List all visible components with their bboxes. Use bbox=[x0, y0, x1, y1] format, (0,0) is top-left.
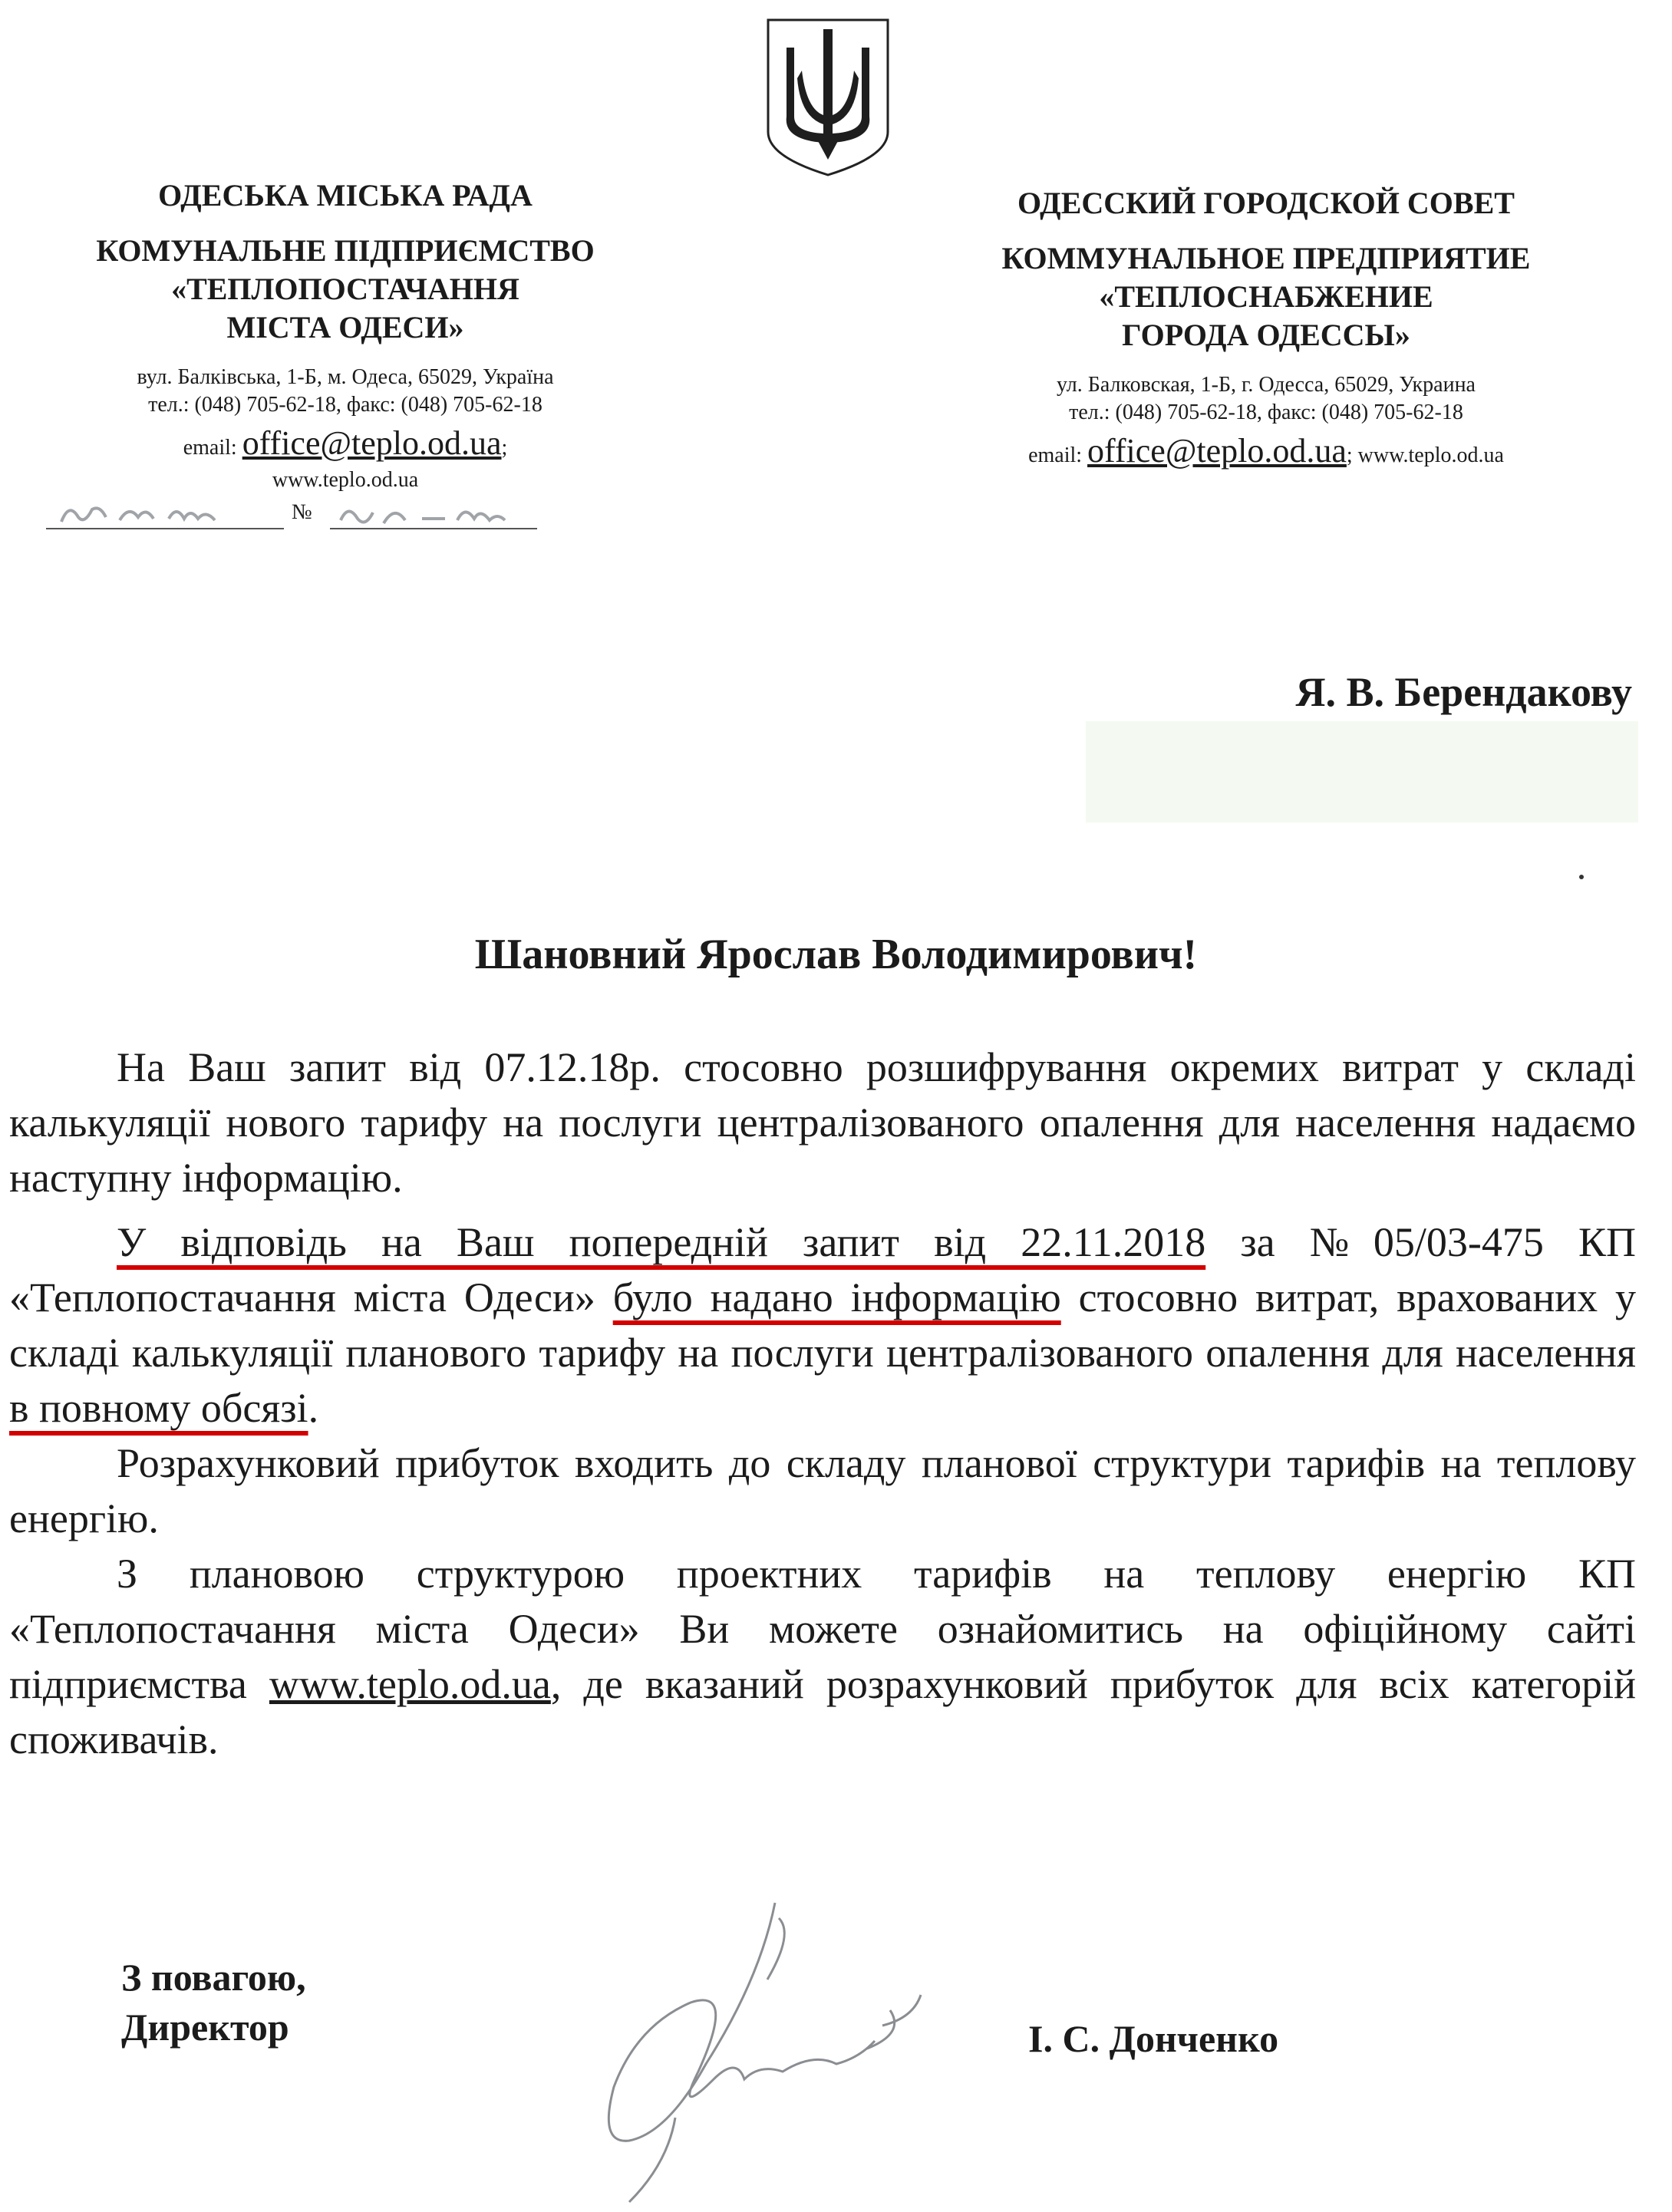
paragraph-profit: Розрахунковий прибуток входить до складу планової структури тарифів на теплову енергію. bbox=[9, 1440, 1636, 1541]
signatory-title: Директор bbox=[121, 2006, 289, 2049]
salutation: Шановний Ярослав Володимирович! bbox=[474, 931, 1198, 978]
right-enterprise-line-3: ГОРОДА ОДЕССЫ» bbox=[1122, 318, 1410, 352]
paragraph-previous-reply bbox=[9, 1215, 1636, 1436]
handwritten-date-scribble bbox=[46, 497, 284, 536]
closing-phrase: З повагою, bbox=[121, 1956, 306, 1999]
highlight-info-provided: було надано інформацію bbox=[612, 1274, 1061, 1320]
coat-of-arms-icon bbox=[763, 17, 892, 178]
left-email-label: email: bbox=[183, 436, 237, 460]
right-header bbox=[982, 184, 1550, 474]
signatory-name: І. С. Донченко bbox=[1028, 2017, 1279, 2060]
paragraph-text-segment: стосовно витрат, врахованих у складі калькуляції планового тарифу на послуги централізованого опалення для населення bbox=[9, 1274, 1636, 1376]
left-enterprise-line-3: МІСТА ОДЕСИ» bbox=[226, 310, 464, 344]
right-website[interactable]: www.teplo.od.ua bbox=[1357, 443, 1504, 467]
left-enterprise-line-2: «ТЕПЛОПОСТАЧАННЯ bbox=[171, 272, 519, 306]
left-phone: тел.: (048) 705-62-18, факс: (048) 705-62-18 bbox=[148, 393, 542, 417]
right-address: ул. Балковская, 1-Б, г. Одесса, 65029, Украина bbox=[1057, 373, 1476, 397]
highlight-full-volume: в повному обсязі bbox=[9, 1385, 308, 1431]
paragraph-text-segment: за №05/03-475 КП «Теплопостачання міста Одеси» bbox=[9, 1219, 1636, 1320]
right-phone: тел.: (048) 705-62-18, факс: (048) 705-62-18 bbox=[1069, 401, 1463, 424]
recipient-name: Я. В. Берендакову bbox=[1295, 669, 1632, 715]
left-org-name: ОДЕСЬКА МІСЬКА РАДА bbox=[158, 178, 533, 213]
right-email-label: email: bbox=[1028, 443, 1083, 467]
left-email-line bbox=[69, 425, 622, 466]
left-email-separator: ; bbox=[501, 436, 508, 460]
left-email-link[interactable]: office@teplo.od.ua bbox=[242, 424, 502, 462]
paragraph-request: На Ваш запит від 07.12.18р. стосовно розшифрування окремих витрат у складі калькуляції нового тарифу на послуги централізованого опалення для населення надаємо наступну інформацію. bbox=[9, 1044, 1636, 1201]
website-link[interactable]: www.teplo.od.ua bbox=[269, 1661, 551, 1707]
handwritten-signature bbox=[583, 1887, 936, 2210]
left-address: вул. Балківська, 1-Б, м. Одеса, 65029, Україна bbox=[137, 365, 554, 389]
right-org-name: ОДЕССКИЙ ГОРОДСКОЙ СОВЕТ bbox=[1017, 186, 1515, 220]
highlight-previous-request: У відповідь на Ваш попередній запит від 22.11.2018 bbox=[117, 1219, 1206, 1265]
speck-dot bbox=[1579, 875, 1584, 879]
right-enterprise-line-1: КОММУНАЛЬНОЕ ПРЕДПРИЯТИЕ bbox=[1001, 241, 1531, 275]
redacted-address-block bbox=[1086, 721, 1638, 822]
right-email-separator: ; bbox=[1346, 443, 1353, 467]
paragraph-text-segment: . bbox=[308, 1385, 319, 1431]
left-header bbox=[69, 176, 622, 494]
letter-body bbox=[9, 1040, 1636, 1767]
registration-line bbox=[46, 497, 537, 536]
left-website[interactable]: www.teplo.od.ua bbox=[272, 468, 419, 492]
paragraph-text-segment: З плановою структурою проектних тарифів на теплову енергію КП «Теплопостачання міста Одеси» Ви можете ознайомитись на офіційному сайті підприємства bbox=[9, 1551, 1636, 1707]
number-label: № bbox=[292, 500, 312, 524]
handwritten-number-scribble bbox=[322, 497, 537, 536]
right-email-link[interactable]: office@teplo.od.ua bbox=[1087, 432, 1347, 470]
right-email-line bbox=[982, 433, 1550, 474]
paragraph-website bbox=[9, 1546, 1636, 1767]
right-enterprise-line-2: «ТЕПЛОСНАБЖЕНИЕ bbox=[1099, 279, 1433, 314]
paragraph-text-segment: , де вказаний розрахунковий прибуток для всіх категорій споживачів. bbox=[9, 1661, 1636, 1762]
left-enterprise-line-1: КОМУНАЛЬНЕ ПІДПРИЄМСТВО bbox=[96, 233, 595, 268]
